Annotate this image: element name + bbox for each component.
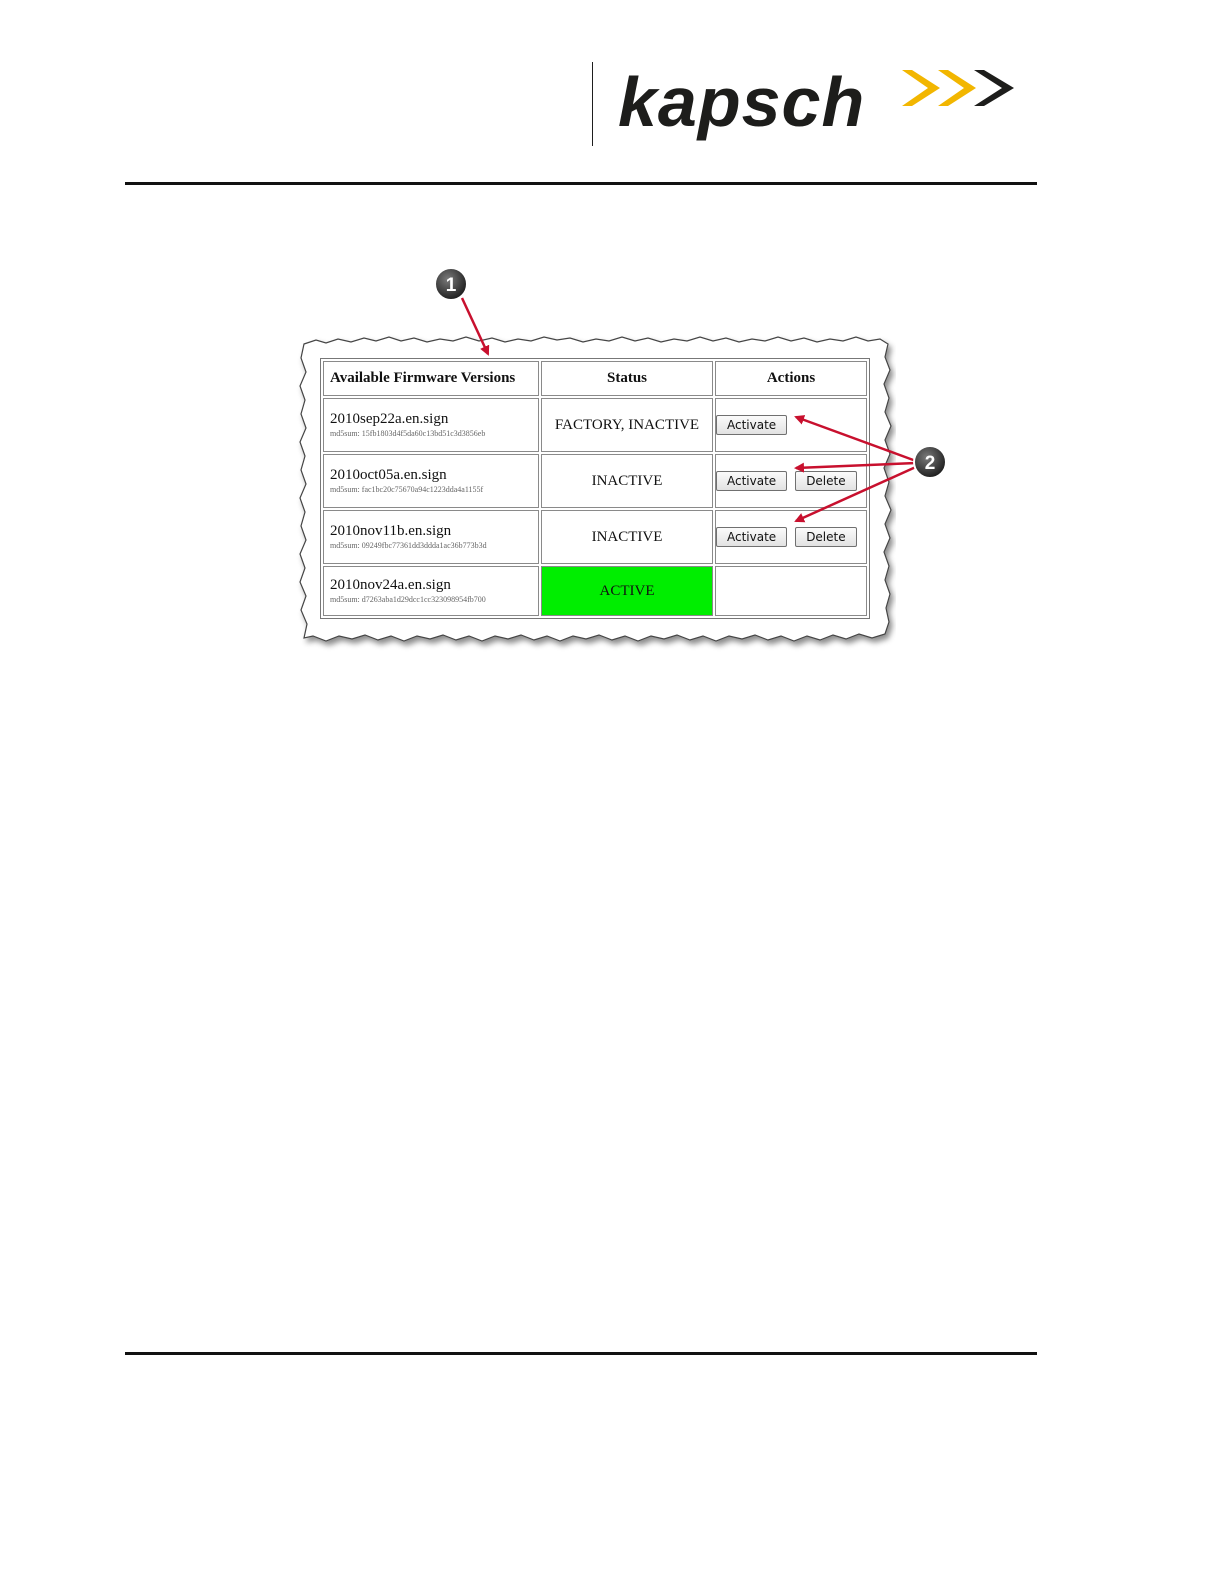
callout-number: 1	[445, 275, 457, 296]
activate-button[interactable]: Activate	[716, 527, 787, 547]
delete-button[interactable]: Delete	[795, 527, 856, 547]
callout-annotations	[296, 262, 956, 652]
chevrons-icon	[902, 64, 1024, 114]
status-cell: INACTIVE	[541, 454, 713, 508]
callout-badge-1	[435, 268, 467, 300]
activate-button[interactable]: Activate	[716, 415, 787, 435]
firmware-name: 2010nov24a.en.sign	[330, 577, 451, 593]
md5-checksum: md5sum: d7263aba1d29dcc1cc323098954fb700	[330, 595, 486, 604]
column-header-firmware: Available Firmware Versions	[323, 361, 539, 396]
md5-checksum: md5sum: fac1bc20c75670a94c1223dda4a1155f	[330, 485, 484, 494]
callout-badge-2	[914, 446, 946, 478]
callout-2-arrow	[796, 466, 918, 521]
firmware-name: 2010oct05a.en.sign	[330, 467, 447, 483]
kapsch-logo	[616, 58, 1026, 148]
status-cell-active: ACTIVE	[541, 566, 713, 616]
activate-button[interactable]: Activate	[716, 471, 787, 491]
md5-checksum: md5sum: 09249fbc77361dd3ddda1ac36b773b3d	[330, 541, 487, 550]
status-cell: INACTIVE	[541, 510, 713, 564]
header-rule	[125, 182, 1037, 185]
firmware-figure	[296, 262, 956, 652]
status-cell: FACTORY, INACTIVE	[541, 398, 713, 452]
callout-2-arrow	[796, 463, 916, 468]
column-header-actions: Actions	[715, 361, 867, 396]
callout-2-arrow	[796, 417, 916, 461]
delete-button[interactable]: Delete	[795, 471, 856, 491]
callout-1-arrow	[462, 298, 488, 354]
footer-rule	[125, 1352, 1037, 1355]
md5-checksum: md5sum: 15fb1803d4f5da60c13bd51c3d3856eb	[330, 429, 486, 438]
firmware-name: 2010nov11b.en.sign	[330, 523, 452, 539]
column-header-status: Status	[541, 361, 713, 396]
logo-divider	[592, 62, 593, 146]
logo-wordmark: kapsch	[618, 63, 866, 141]
firmware-name: 2010sep22a.en.sign	[330, 411, 449, 427]
callout-number: 2	[924, 453, 936, 474]
